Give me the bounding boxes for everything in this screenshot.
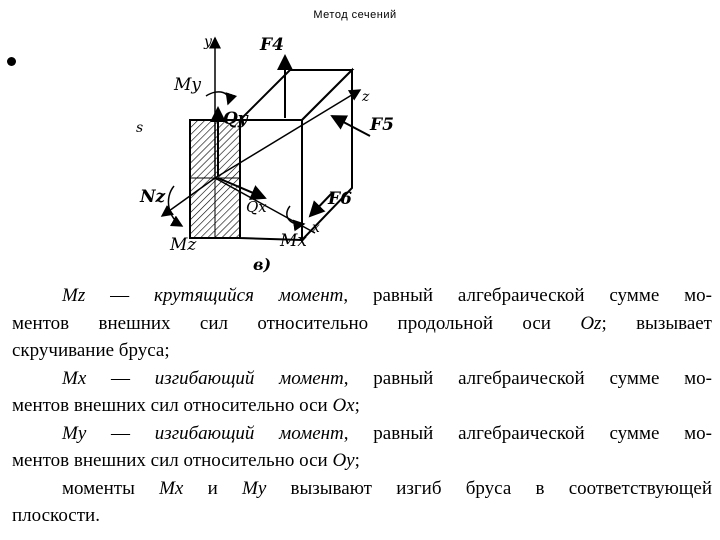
label-qx: Qx <box>246 198 267 216</box>
label-z: z <box>362 89 370 105</box>
p3-line2: ментов внешних сил относительно оси Oy; <box>12 450 360 471</box>
p1-line3: скручивание бруса; <box>12 340 170 361</box>
p3-line1: My — изгибающий момент, равный алгебраической сумме мо- <box>62 422 713 444</box>
label-mz: Mz <box>170 235 197 255</box>
p4-line2: плоскости. <box>12 505 100 526</box>
label-f4: F4 <box>260 35 284 55</box>
figure-caption: в) <box>253 255 272 274</box>
beam-section-figure <box>120 28 420 278</box>
label-nz: Nz <box>140 187 166 207</box>
p2-line1: Mx — изгибающий момент, равный алгебраической сумме мо- <box>62 367 713 389</box>
slide-title: Метод сечений <box>313 9 397 21</box>
label-x: x <box>312 220 320 236</box>
label-f5: F5 <box>370 115 394 135</box>
p4-line1: моменты Mx и My вызывают изгиб бруса в соответствующей <box>62 477 713 499</box>
bullet-dot <box>7 57 16 66</box>
definitions-text <box>12 282 712 530</box>
label-mx: Mx <box>280 231 307 251</box>
label-my: My <box>174 75 202 95</box>
label-qy: Qy <box>223 109 248 129</box>
p2-line2: ментов внешних сил относительно оси Ox; <box>12 395 360 416</box>
p1-line2: ментов внешних сил относительно продольной оси Oz; вызывает <box>12 312 712 334</box>
p1-line1: Mz — крутящийся момент, равный алгебраической сумме мо- <box>62 285 712 306</box>
label-s: s <box>136 120 144 136</box>
label-y: y <box>204 34 212 50</box>
label-f6: F6 <box>328 189 352 209</box>
